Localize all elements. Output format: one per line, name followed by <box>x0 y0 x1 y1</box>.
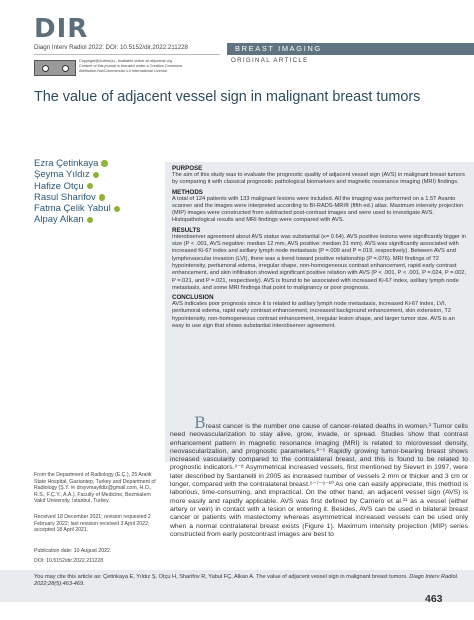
author-item[interactable] <box>34 181 120 192</box>
article-type: ORIGINAL ARTICLE <box>231 57 309 64</box>
author-item[interactable] <box>34 158 120 169</box>
header-citation: Diagn Interv Radiol 2022; DOI: 10.5152/dir.2022.211228 <box>34 44 188 51</box>
section-label: BREAST IMAGING <box>227 43 474 55</box>
purpose-text: The aim of this study was to evaluate the prognostic quality of adjacent vessel sign (AVS) in malignant breast tumors by comparing it with classical prognostic pathological biomarkers and magnetic resonance imaging (MRI) findings. <box>172 172 465 186</box>
methods-heading: METHODS <box>172 188 203 196</box>
header-rule <box>34 54 220 55</box>
conclusion-text: AVS indicates poor prognosis since it is related to axillary lymph node metastasis, increased Ki-67 index, LVI, peritumoral edema, rapid early contrast enhancement, increased background enhancement, skin extension, T2 hypointensity, non-homogeneous contrast enhancement, irregular lesion shape, and larger tumor size. AVS is an easy to use sign that shows substantial interobserver agreement. <box>172 301 455 330</box>
cite-journal: Diagn Interv Radiol. 2022;28(5):463-469. <box>34 574 459 587</box>
author-name[interactable]: Ezra Çetinkaya <box>34 158 99 169</box>
conclusion-heading: CONCLUSION <box>172 294 214 302</box>
methods-text: A total of 124 patients with 133 malignant lesions were included. All the imaging was performed on a 1.5T Avanto scanner and the images were interpreted according to BI-RADS-MRI® (fifth ed.) atlas. Maximum intensity projection (MIP) images were constructed from subtracted post-contrast images and were used to investigate AVS. Histopathological results and MRI findings were compared with AVS. <box>172 195 464 224</box>
cc-by-icon <box>42 65 49 72</box>
author-name[interactable]: Şeyma Yıldız <box>34 169 90 181</box>
author-item[interactable] <box>34 169 120 180</box>
introduction-text <box>170 413 468 539</box>
received-dates: Received 18 December 2021; revision requested 2 February 2022; last revision received 3 April 2022; accepted 18 April 2021. <box>34 514 151 534</box>
author-item[interactable] <box>34 203 120 214</box>
orcid-icon[interactable] <box>87 183 94 190</box>
license-line: Copyright@Author(s) - Available online at dirjournal.org. <box>79 59 173 63</box>
results-text: Interobserver agreement about AVS status was substantial (κ= 0.64). AVS positive lesions were significantly bigger in size (P < .001, AVS negative: median 12 mm, AVS positive: median 31 mm). AVS was significantly associated with increased Ki-67 index and axillary lymph node metastasis (P =.009 and P =.019, respectively). Between AVS and lymphovascular invasion (LVI), there was a trend toward positive relationship (P =.076). MRI findings of T2 hypointensity, peritumoral edema, irregular shape, non-homogeneous contrast enhancement, rapid early contrast enhancement, and skin infiltration showed significant positive relation with AVS (P < .001, P < .001, P =.024, P =.002, P =.021, and P =.021, respectively). AVS is found to be associated with increased Ki-67 index, axillary lymph node metastasis, and some MRI findings that point to malignancy or poor prognosis. <box>172 233 467 291</box>
cc-nc-icon <box>62 65 69 72</box>
cc-license-icon[interactable] <box>34 60 76 76</box>
journal-logo: DIR <box>34 14 89 44</box>
abstract-panel <box>165 162 474 462</box>
results-heading: RESULTS <box>172 226 201 234</box>
orcid-icon[interactable] <box>99 194 106 201</box>
author-name[interactable]: Hafize Otçu <box>34 180 84 192</box>
cite-text: You may cite this article as: Çetinkaya E, Yıldız Ş, Otçu H, Sharifov R, Yabul FÇ, Alkan A. The value of adjacent vessel sign in malignant breast tumors. <box>34 574 408 580</box>
author-item[interactable] <box>34 214 120 225</box>
orcid-icon[interactable] <box>87 217 94 224</box>
purpose-heading: PURPOSE <box>172 165 203 172</box>
license-line: Content of this journal is licensed under a Creative Commons <box>79 64 183 68</box>
orcid-icon[interactable] <box>114 206 121 213</box>
author-list <box>34 158 120 226</box>
how-to-cite <box>0 570 474 602</box>
author-name[interactable]: Fatma Çelik Yabul <box>34 203 111 215</box>
dropcap: B <box>194 413 206 432</box>
affiliation: From the Department of Radiology (E.Ç.), 25 Aralık State Hospital, Gaziantep, Turkey and Department of Radiology (Ş.Y. ✉ drsyvmayildiz@gmail.com, H.O., R.S., F.Ç.Y., A.A.), Faculty of Medicine, Bezmialem Vakıf University, İstanbul, Turkey. <box>34 472 156 505</box>
license-line: Attribution-NonCommercial 4.0 International License. <box>79 69 169 73</box>
author-item[interactable] <box>34 192 120 203</box>
article-title: The value of adjacent vessel sign in malignant breast tumors <box>34 89 421 105</box>
page-number: 463 <box>425 593 443 605</box>
orcid-icon[interactable] <box>101 160 108 167</box>
author-name[interactable]: Rasul Sharifov <box>34 191 96 203</box>
doi[interactable]: DOI: 10.5152/dir.2022.211228 <box>34 558 104 564</box>
orcid-icon[interactable] <box>93 172 100 179</box>
intro-body: reast cancer is the number one cause of cancer-related deaths in women.¹ Tumor cells need neovascularization to stay alive, grow, invade, or spread. Studies show that contrast enhancement pattern in magnetic resonance imaging (MRI) is related to microvessel density, neovascularization, and prognostic parameters.²⁻⁵ Rapidly growing tumor-bearing breast shows increased vascularity compared to the contralateral breast, and this is found to be related to prognostic indicators.⁶⁻⁸ Asymmetrical increased vessels, first mentioned by Sievert in 1997, were later described by Sardanelli in 2005 as increased number of vessels 2 mm or thicker and 3 cm or longer, compared with the contralateral breast.⁶⁻⁷⁻⁹⁻¹⁰ As one can easily appreciate, this method is laborious, time-consuming, and impractical. On the other hand, an adjacent vessel sign (AVS) is more easily and rapidly applicable. AVS was first defined by Carriero et al.¹¹ as a vessel (either artery or vein) in contact with a lesion or entering it. Besides, AVS can be used in bilateral breast cancer or patients with mastectomy whereas asymmetrical increased vessels can be used only when a normal contralateral breast exists (Figure 1). Maximum intensity projection (MIP) series constructed from early postcontrast images are best to <box>170 423 468 538</box>
publication-date: Publication date: 10 August 2022. <box>34 548 112 554</box>
license-text <box>79 59 199 74</box>
author-name[interactable]: Alpay Alkan <box>34 214 84 226</box>
